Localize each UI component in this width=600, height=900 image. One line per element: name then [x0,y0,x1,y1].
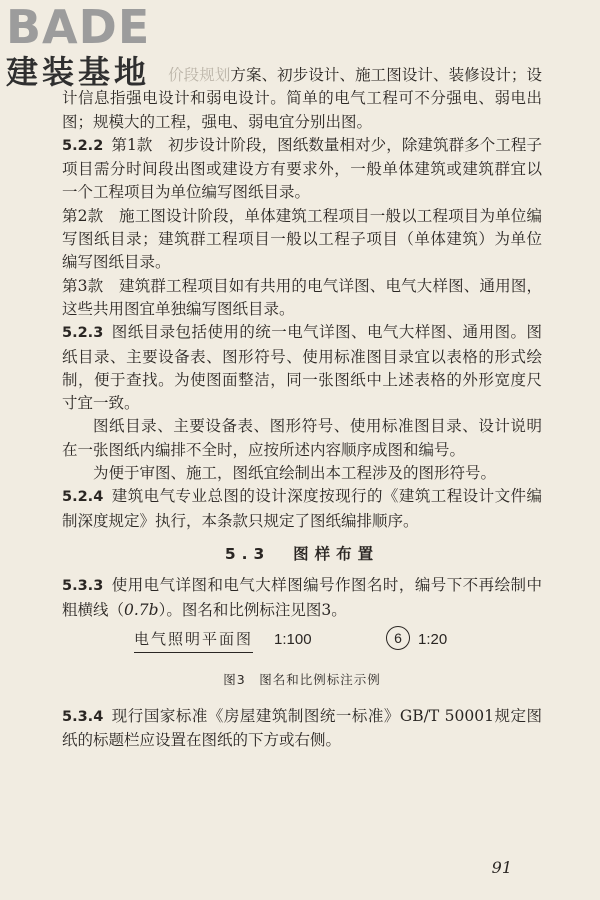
clause-text-end: ）。图名和比例标注见图3。 [158,600,347,619]
paragraph-intro [62,64,542,134]
clause-5-2-4 [62,485,542,533]
clause-5-2-3-para-2: 图纸目录、主要设备表、图形符号、使用标准图目录、设计说明在一张图纸内编排不全时，应按所述内容顺序成图和编号。 [62,417,542,459]
logo-cjk-text: 建装基地 [6,53,151,91]
clause-text: 第1款 初步设计阶段，图纸数量相对少，除建筑群多个工程子项目需分时间段出图或建设方有要求外，一般单体建筑或建筑群宜以一个工程项目为单位编写图纸目录。 [62,135,542,202]
figure-caption: 图3 图名和比例标注示例 [223,671,381,687]
clause-5-2-3-para-3: 为便于审图、施工，图纸宜绘制出本工程涉及的图形符号。 [93,464,497,483]
faded-text: 价段规划 [168,66,231,84]
section-title-text: 图样布置 [293,544,380,563]
scale-label-1: 1:100 [274,630,312,648]
drawing-name-label: 电气照明平面图 [134,628,253,653]
clause-number: 5.2.3 [62,325,104,342]
clause-5-2-2-item-2: 第2款 施工图设计阶段，单体建筑工程项目一般以工程项目为单位编写图纸目录；建筑群工程项目一般以工程子项目（单体建筑）为单位编写图纸目录。 [62,206,542,272]
scale-label-2: 1:20 [418,630,448,648]
clause-text: 图纸目录包括使用的统一电气详图、电气大样图、通用图。图纸目录、主要设备表、图形符号、使用标准图目录宜以表格的形式绘制，便于查找。为使图面整洁，同一张图纸中上述表格的外形宽度尺寸宜一致。 [62,323,542,413]
section-heading [62,543,542,566]
clause-text: 使用电气详图和电气大样图编号作图名时，编号下不再绘制中粗横线（ [62,576,542,619]
clause-5-3-3 [62,574,542,622]
clause-number: 5.3.3 [62,578,104,595]
section-number: 5.3 [224,544,271,563]
clause-number: 5.2.4 [62,489,104,506]
line-width-value: 0.7b [124,600,159,619]
logo-latin-text: BADE [6,0,151,54]
clause-number: 5.2.2 [62,137,104,154]
paragraph-intro-text: 方案、初步设计、施工图设计、装修设计；设计信息指强电设计和弱电设计。简单的电气工程可不分强电、弱电出图；规模大的工程，强电、弱电宜分别出图。 [62,66,542,131]
body-text [62,64,542,753]
clause-5-2-2-item-3: 第3款 建筑群工程项目如有共用的电气详图、电气大样图、通用图，这些共用图宜单独编写图纸目录。 [62,276,542,318]
clause-5-3-4 [62,705,542,753]
clause-number: 5.3.4 [62,709,104,726]
clause-text: 现行国家标准《房屋建筑制图统一标准》GB/T 50001规定图纸的标题栏应设置在图纸的下方或右侧。 [62,707,542,750]
clause-5-2-2 [62,134,542,205]
clause-5-2-3 [62,321,542,415]
detail-number-circle: 6 [386,626,410,650]
figure-3-example [62,624,542,668]
clause-text: 建筑电气专业总图的设计深度按现行的《建筑工程设计文件编制深度规定》执行，本条款只规定了图纸编排顺序。 [62,487,542,530]
page-number: 91 [491,858,512,877]
